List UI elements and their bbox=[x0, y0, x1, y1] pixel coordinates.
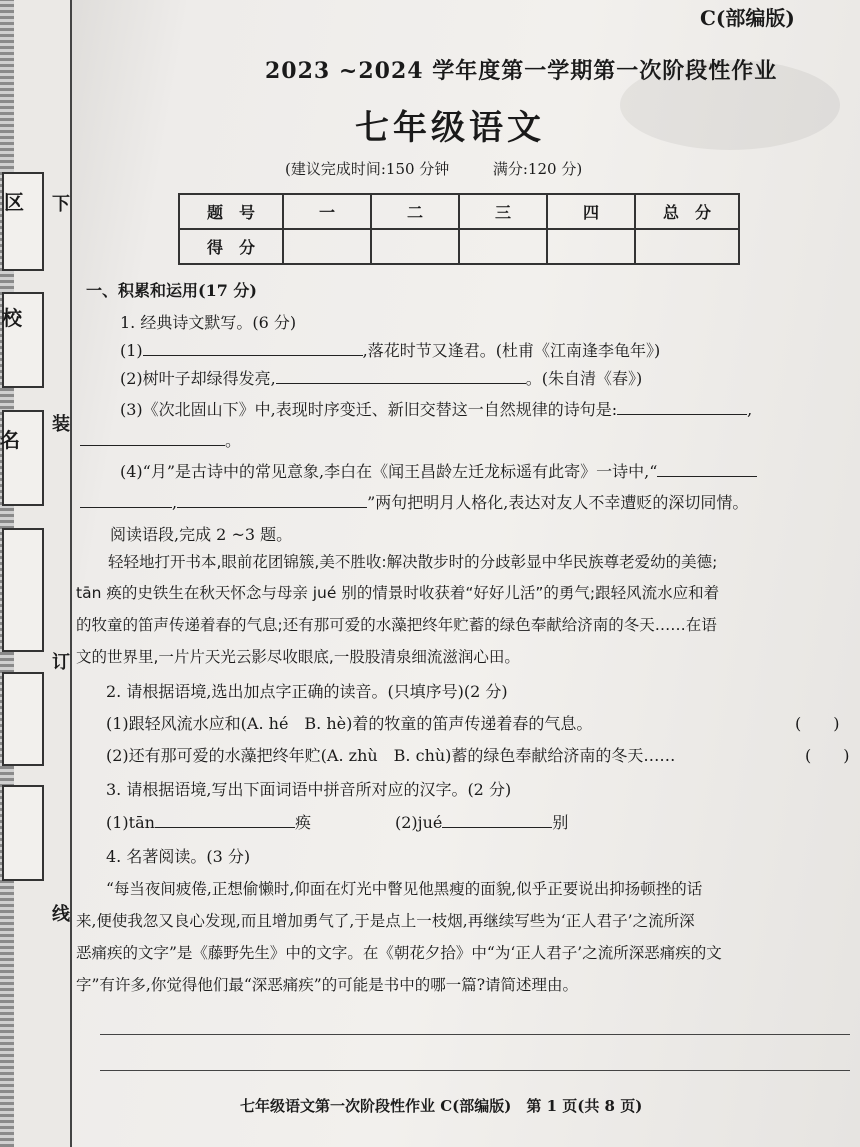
question-4-line: “每当夜间疲倦,正想偷懒时,仰面在灯光中瞥见他黑瘦的面貌,似乎正要说出抑扬顿挫的话 bbox=[106, 880, 703, 898]
q1-3-text: (3)《次北固山下》中,表现时序变迁、新旧交替这一自然规律的诗句是: bbox=[120, 400, 618, 419]
q1-4-text: (4)“月”是古诗中的常见意象,李白在《闻王昌龄左迁龙标遥有此寄》一诗中,“ bbox=[120, 462, 658, 481]
score-table-header-row bbox=[179, 194, 739, 229]
score-entry-cell[interactable] bbox=[635, 229, 739, 264]
full-score: 满分:120 分) bbox=[492, 160, 583, 178]
q3-2-suffix: 别 bbox=[552, 813, 569, 832]
reading-intro: 阅读语段,完成 2 ~3 题。 bbox=[110, 525, 293, 544]
question-1-title: 1. 经典诗文默写。(6 分) bbox=[120, 313, 297, 332]
answer-blank[interactable] bbox=[442, 813, 552, 828]
q3-1-suffix: 痪 bbox=[294, 813, 311, 832]
binding-margin bbox=[0, 0, 72, 1147]
binding-word-zhuang: 装 bbox=[52, 414, 70, 435]
q1-2-suffix: 。(朱自清《春》) bbox=[525, 369, 643, 388]
table-cell: 一 bbox=[283, 194, 371, 229]
table-cell: 四 bbox=[547, 194, 635, 229]
score-entry-cell[interactable] bbox=[283, 229, 371, 264]
question-3-1 bbox=[106, 810, 311, 833]
question-1-2 bbox=[120, 366, 642, 389]
time-info bbox=[285, 158, 582, 179]
subject-title: 七年级语文 bbox=[355, 108, 545, 148]
answer-line[interactable] bbox=[100, 1070, 850, 1071]
table-cell: 二 bbox=[371, 194, 459, 229]
table-cell: 题 号 bbox=[179, 194, 283, 229]
answer-blank[interactable] bbox=[276, 369, 526, 384]
binding-word-ding: 订 bbox=[52, 652, 70, 673]
binding-word-down: 下 bbox=[52, 194, 70, 215]
question-1-1 bbox=[120, 338, 660, 361]
question-2-2: (2)还有那可爱的水藻把终年贮(A. zhù B. chù)蓄的绿色奉献给济南的冬天…… bbox=[106, 746, 676, 765]
passage-line: 的牧童的笛声传递着春的气息;还有那可爱的水藻把终年贮蓄的绿色奉献给济南的冬天……在语 bbox=[76, 616, 717, 634]
question-4-line: 字”有许多,你觉得他们最“深恶痛疾”的可能是书中的哪一篇?请简述理由。 bbox=[76, 976, 579, 994]
question-4-line: 来,便使我忽又良心发现,而且增加勇气了,于是点上一枝烟,再继续写些为‘正人君子’之流所深 bbox=[76, 912, 695, 930]
answer-line[interactable] bbox=[100, 1034, 850, 1035]
answer-blank[interactable] bbox=[155, 813, 295, 828]
exam-title: 2023 ~2024 学年度第一学期第一次阶段性作业 bbox=[265, 58, 778, 84]
answer-blank[interactable] bbox=[80, 431, 225, 446]
answer-blank[interactable] bbox=[80, 493, 172, 508]
seat-box bbox=[2, 785, 44, 881]
question-1-4 bbox=[120, 459, 757, 482]
passage-line: 文的世界里,一片片天光云影尽收眼底,一股股清泉细流滋润心田。 bbox=[76, 648, 520, 666]
question-2-1: (1)跟轻风流水应和(A. hé B. hè)着的牧童的笛声传递着春的气息。 bbox=[106, 714, 593, 733]
page-footer: 七年级语文第一次阶段性作业 C(部编版) 第 1 页(共 8 页) bbox=[240, 1097, 643, 1115]
q1-4-end: ”两句把明月人格化,表达对友人不幸遭贬的深切同情。 bbox=[367, 493, 749, 512]
q1-3-period: 。 bbox=[225, 431, 242, 450]
table-cell: 总 分 bbox=[635, 194, 739, 229]
answer-blank[interactable] bbox=[617, 400, 747, 415]
answer-blank[interactable] bbox=[657, 462, 757, 477]
q1-4-comma: , bbox=[172, 493, 178, 512]
score-table-score-row bbox=[179, 229, 739, 264]
table-cell: 三 bbox=[459, 194, 547, 229]
class-box bbox=[2, 528, 44, 652]
answer-paren[interactable]: ( ) bbox=[805, 746, 850, 765]
number-box bbox=[2, 672, 44, 766]
suggested-time: (建议完成时间:150 分钟 bbox=[285, 160, 450, 178]
name-label: 名 bbox=[0, 428, 20, 452]
q3-1-prefix: (1)tān bbox=[106, 813, 155, 832]
q1-2-prefix: (2)树叶子却绿得发亮, bbox=[120, 369, 276, 388]
section-title: 一、积累和运用(17 分) bbox=[86, 281, 257, 300]
passage-line: 轻轻地打开书本,眼前花团锦簇,美不胜收:解决散步时的分歧彰显中华民族尊老爱幼的美德; bbox=[108, 553, 718, 571]
district-label: 区 bbox=[4, 190, 24, 214]
question-3-2 bbox=[395, 810, 568, 833]
answer-blank[interactable] bbox=[177, 493, 367, 508]
school-label: 校 bbox=[2, 306, 22, 330]
question-1-3-line2 bbox=[80, 428, 241, 451]
question-1-3 bbox=[120, 397, 752, 420]
q1-1-suffix: ,落花时节又逢君。(杜甫《江南逢李龟年》) bbox=[362, 341, 661, 360]
edition-label: C(部编版) bbox=[700, 6, 795, 30]
score-entry-cell[interactable] bbox=[547, 229, 635, 264]
table-cell: 得 分 bbox=[179, 229, 283, 264]
answer-paren[interactable]: ( ) bbox=[795, 714, 840, 733]
question-1-4-line2 bbox=[80, 490, 748, 513]
binding-word-xian: 线 bbox=[52, 904, 70, 925]
passage-line: tān 痪的史铁生在秋天怀念与母亲 jué 别的情景时收获着“好好儿活”的勇气;跟轻风流水应和着 bbox=[76, 584, 720, 602]
score-table bbox=[178, 193, 740, 265]
score-entry-cell[interactable] bbox=[371, 229, 459, 264]
score-entry-cell[interactable] bbox=[459, 229, 547, 264]
q1-3-comma: , bbox=[747, 400, 753, 419]
q3-2-prefix: (2)jué bbox=[395, 813, 443, 832]
question-4-line: 恶痛疾的文字”是《藤野先生》中的文字。在《朝花夕拾》中“为‘正人君子’之流所深恶痛疾的文 bbox=[76, 944, 722, 962]
question-3-title: 3. 请根据语境,写出下面词语中拼音所对应的汉字。(2 分) bbox=[106, 780, 512, 799]
answer-blank[interactable] bbox=[143, 341, 363, 356]
question-4-title: 4. 名著阅读。(3 分) bbox=[106, 847, 251, 866]
q1-1-prefix: (1) bbox=[120, 341, 143, 360]
question-2-title: 2. 请根据语境,选出加点字正确的读音。(只填序号)(2 分) bbox=[106, 682, 508, 701]
